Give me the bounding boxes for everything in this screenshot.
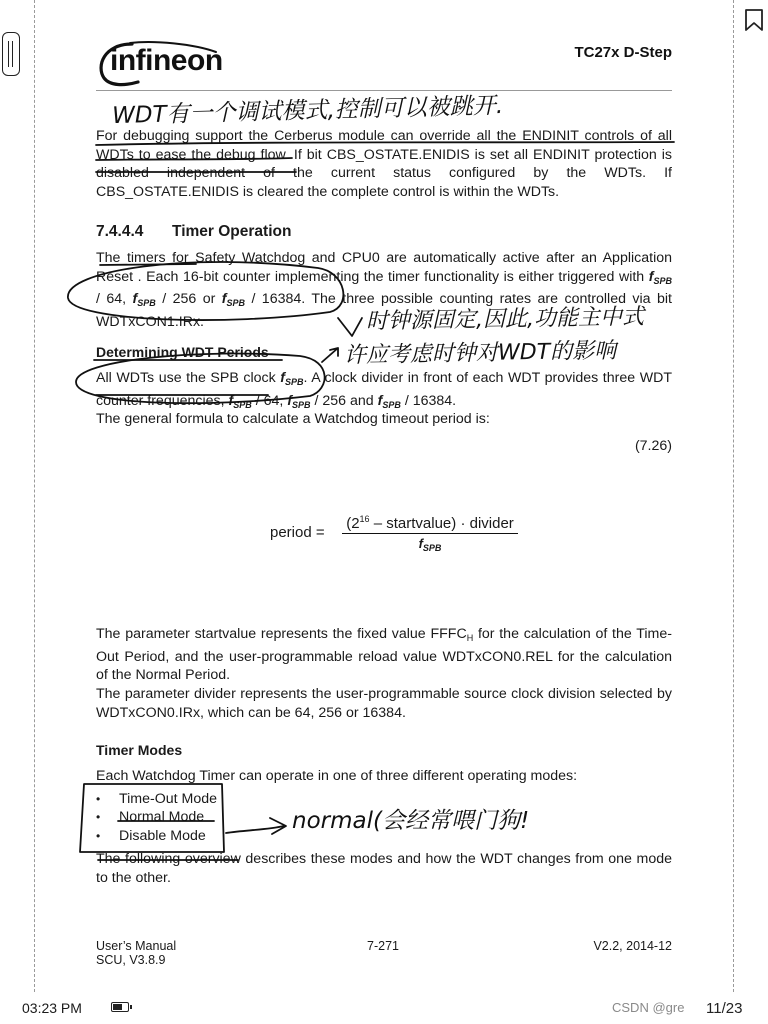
formula-fraction bbox=[342, 514, 518, 553]
document-title: TC27x D-Step bbox=[574, 44, 672, 61]
text-run: / 64, bbox=[96, 291, 127, 308]
infineon-logo: infineon bbox=[110, 44, 223, 77]
paragraph-debug: For debugging support the Cerberus module can override all the ENDINIT controls of all WDTs to ease the debug flow. If bit CBS_OSTATE.ENIDIS is set all ENDINIT protection is disabled independent of the current status configured by the WDTs. If CBS_OSTATE.ENIDIS is cleared the complete control is within the WDTs. bbox=[96, 128, 672, 200]
text-run: / 16384. bbox=[404, 392, 457, 409]
modes-list bbox=[96, 790, 217, 845]
text-run: . A clock divider in front of each WDT provides three WDT counter frequencies, bbox=[96, 370, 673, 409]
text-run: / 16384. The three possible counting rates are controlled via bit WDTxCON1.IRx. bbox=[96, 291, 672, 330]
text-run: H bbox=[466, 633, 474, 643]
left-margin-guide bbox=[34, 0, 35, 992]
side-menu-tab[interactable] bbox=[2, 32, 20, 76]
f-spb-symbol: $f_{SPB}$ bbox=[648, 268, 672, 286]
battery-icon bbox=[111, 1002, 129, 1012]
handwritten-note-clock-1: 时钟源固定,因此,功能主中式 bbox=[365, 304, 645, 335]
paragraph-overview: The following overview describes these modes and how the WDT changes from one mode to the other. bbox=[96, 851, 672, 886]
paragraph-formula-intro: The general formula to calculate a Watchdog timeout period is: bbox=[96, 411, 490, 427]
right-margin-guide bbox=[733, 0, 734, 992]
text-run: / 256 or bbox=[162, 291, 216, 308]
section-title: Timer Operation bbox=[172, 223, 292, 240]
handwritten-note-normal: normal(会经常喂门狗! bbox=[292, 808, 530, 834]
paragraph-wdt-periods bbox=[96, 369, 672, 414]
bookmark-icon[interactable] bbox=[744, 8, 764, 32]
mode-item: • Disable Mode bbox=[96, 827, 217, 845]
f-spb-symbol: $f_{SPB}$ bbox=[280, 370, 304, 387]
text-run: All WDTs use the SPB clock bbox=[96, 370, 276, 386]
section-number: 7.4.4.4 bbox=[96, 223, 144, 240]
subheading-wdt-periods: Determining WDT Periods bbox=[96, 344, 269, 360]
formula-denominator: $f_{SPB}$ bbox=[418, 536, 442, 553]
footer-version: V2.2, 2014-12 bbox=[593, 939, 672, 953]
paragraph-startvalue bbox=[96, 625, 672, 685]
text-run: / 256 and bbox=[314, 392, 374, 409]
f-spb-symbol: $f_{SPB}$ bbox=[228, 392, 252, 410]
handwritten-note-debug: WDT有一个调试模式,控制可以被跳开. bbox=[111, 92, 504, 130]
text-run: The timers for Safety Watchdog and CPU0 are automatically active after an Application Reset . Each 16-bit counter implementing the timer functionality is either triggered with bbox=[96, 250, 672, 285]
subheading-timer-modes: Timer Modes bbox=[96, 742, 183, 758]
footer-page-number: 7-271 bbox=[367, 939, 399, 953]
formula-numerator: ($2^{16}$ – startvalue) · divider bbox=[342, 514, 518, 534]
equation-number: (7.26) bbox=[634, 438, 672, 454]
period-formula bbox=[270, 514, 530, 564]
paragraph-divider: The parameter divider represents the user-programmable source clock division selected by WDTxCON0.IRx, which can be 64, 256 or 16384. bbox=[96, 686, 672, 721]
footer-manual bbox=[96, 939, 176, 967]
page-counter[interactable]: 11/23 bbox=[706, 1000, 743, 1017]
section-heading bbox=[96, 223, 291, 241]
f-spb-symbol: $f_{SPB}$ bbox=[132, 291, 156, 309]
mode-item: • Normal Mode bbox=[96, 808, 217, 826]
footer-manual-title: User’s Manual bbox=[96, 939, 177, 953]
csdn-watermark: CSDN @gre bbox=[612, 1000, 685, 1015]
mode-item: • Time-Out Mode bbox=[96, 790, 217, 808]
text-run: / 64, bbox=[255, 392, 284, 409]
status-time: 03:23 PM bbox=[22, 1000, 82, 1016]
text-run: The parameter startvalue represents the fixed value FFFC bbox=[96, 626, 467, 642]
formula-lhs: period = bbox=[270, 524, 325, 541]
f-spb-symbol: $f_{SPB}$ bbox=[287, 392, 311, 410]
paragraph-modes-intro: Each Watchdog Timer can operate in one of three different operating modes: bbox=[96, 768, 578, 784]
footer-module: SCU, V3.8.9 bbox=[96, 953, 166, 967]
text-run: for the calculation of the Time-Out Period, and the user-programmable reload value WDTxCON0.REL for the calculation of the Normal Period. bbox=[96, 626, 672, 684]
handwritten-note-clock-2: 许应考虑时钟对WDT的影响 bbox=[343, 338, 617, 369]
f-spb-symbol: $f_{SPB}$ bbox=[221, 291, 245, 309]
f-spb-symbol: $f_{SPB}$ bbox=[377, 392, 401, 410]
